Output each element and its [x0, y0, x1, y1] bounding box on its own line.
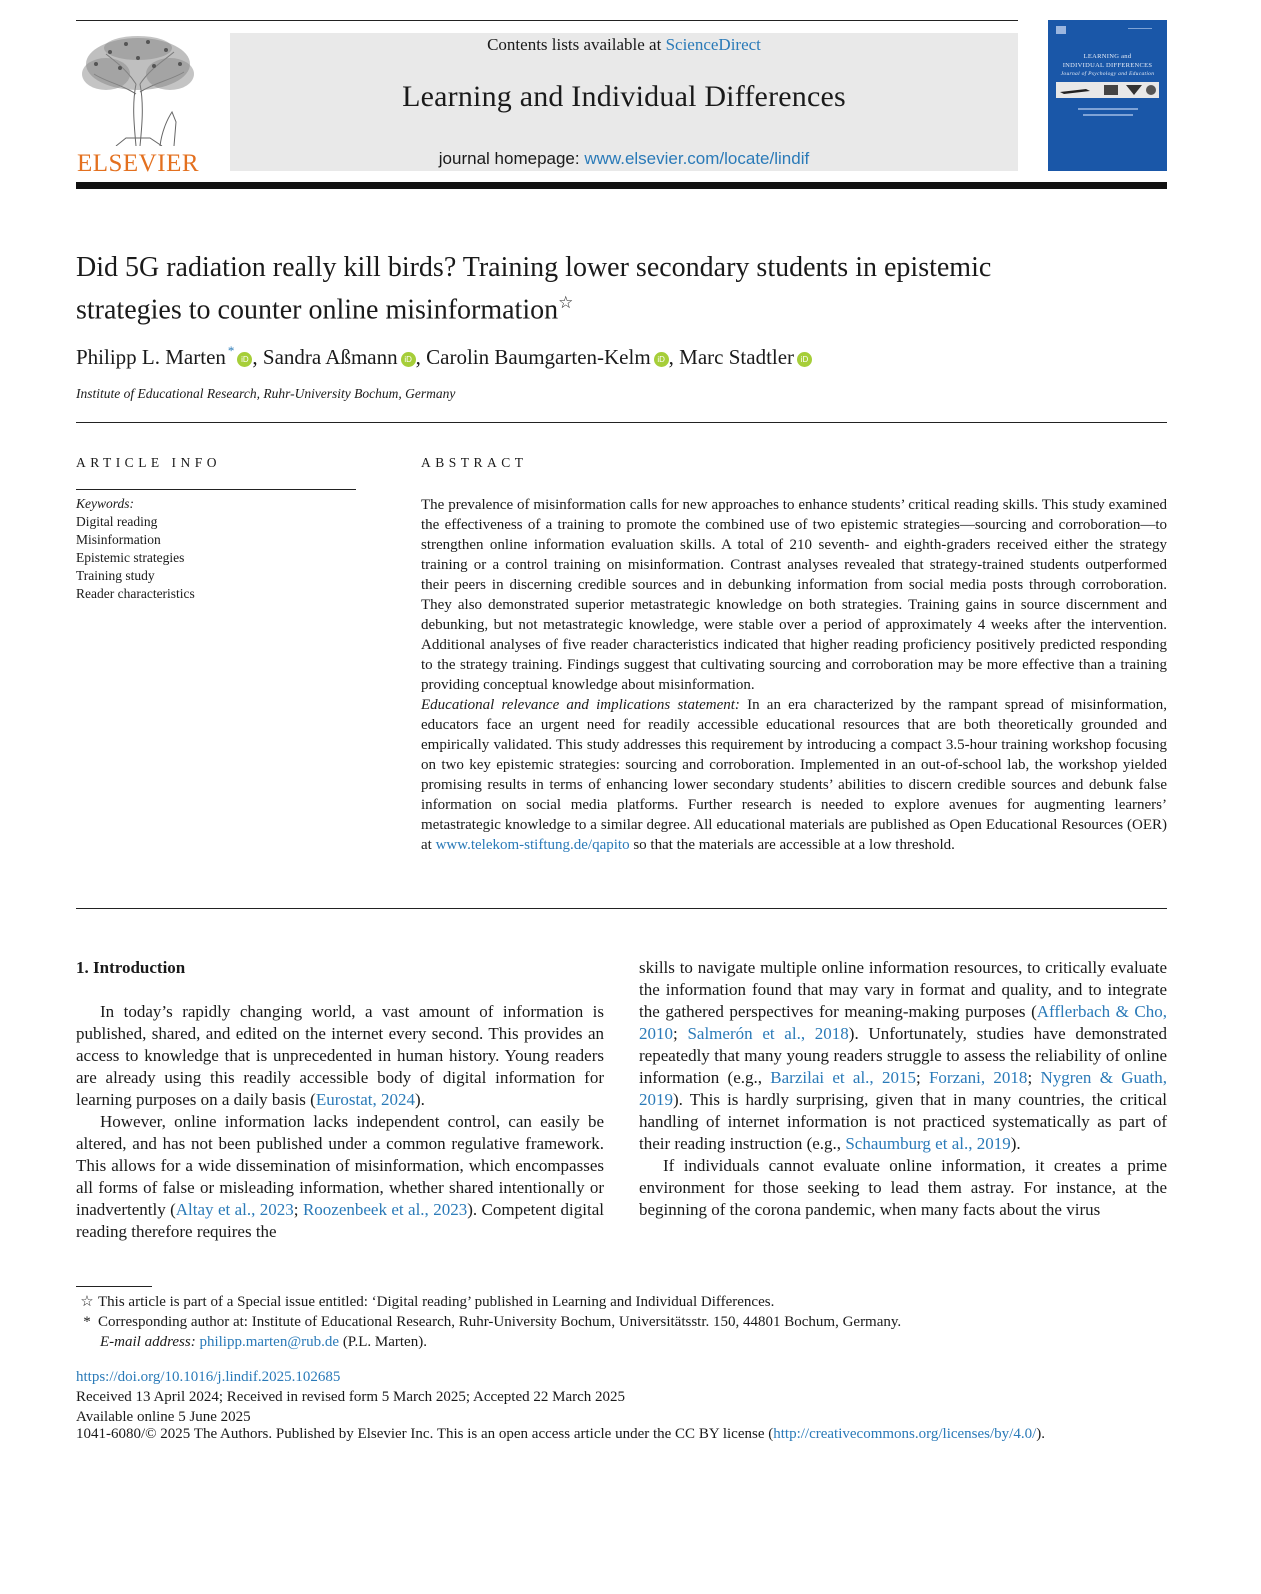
citation-link[interactable]: Afflerbach & Cho, 2010 [639, 1002, 1168, 1043]
footnote-mark: ☆ [80, 1294, 94, 1310]
relevance-statement [421, 695, 1167, 855]
available-online-line: Available online 5 June 2025 [76, 1409, 251, 1425]
citation-link[interactable]: Altay et al., 2023 [175, 1200, 294, 1219]
paragraph-text: In today’s rapidly changing world, a vast amount of information is published, shared, and edited on the internet every second. This provides an access to knowledge that is unprecedented in human history. Young readers are already using this readily accessible body of digital information for learning purposes on a daily basis ( [76, 1002, 604, 1109]
copyright-text: 1041-6080/© 2025 The Authors. Published by Elsevier Inc. This is an open access article under the CC BY license ( [76, 1426, 774, 1442]
affiliation: Institute of Educational Research, Ruhr-University Bochum, Germany [76, 386, 456, 401]
corresponding-author-mark[interactable]: * [227, 343, 235, 358]
keywords-label: Keywords: [76, 496, 134, 511]
paragraph-text: ; [293, 1200, 303, 1219]
citation-link[interactable]: Forzani, 2018 [928, 1068, 1028, 1087]
article-title [76, 250, 1036, 327]
author-name[interactable]: Sandra Aßmann [262, 345, 398, 369]
body-column-left [76, 957, 604, 1243]
abstract-paragraph: The prevalence of misinformation calls for new approaches to enhance students’ critical reading skills. This study examined the effectiveness of a training to promote the combined use of two epistemic strategies—sourcing and corroboration—to strengthen online information evaluation skills. A total of 210 seventh- and eighth-graders received either the strategy training or a control training on misinformation. Contrast analyses revealed that strategy-trained students outperformed their peers in discerning credible sources and in debunking information from social media posts through corroboration. They also demonstrated superior metastrategic knowledge on both strategies. Training gains in source discernment and debunking, but not metastrategic knowledge, were stable over a period of approximately 4 weeks after the intervention. Additional analyses of five reader characteristics indicated that higher reading proficiency positively predicted responding to the strategy training. Findings suggest that cultivating sourcing and corroboration may be more effective than a training providing conceptual knowledge about misinformation. [421, 497, 1167, 693]
paragraph-text: ; [915, 1068, 929, 1087]
paragraph-text: ). This is hardly surprising, given that in many countries, the critical handling of internet information is not practiced systematically as part of their reading instruction (e.g., [639, 1090, 1167, 1153]
sciencedirect-link[interactable]: ScienceDirect [665, 35, 761, 54]
cover-image-strip [1056, 82, 1159, 98]
cover-subtitle: Journal of Psychology and Education [1060, 71, 1155, 77]
orcid-icon[interactable]: iD [654, 352, 669, 367]
paragraph-text: skills to navigate multiple online information resources, to critically evaluate the information found that may vary in format and quality, and to integrate the gathered perspectives for meaning-making purposes ( [639, 958, 1167, 1021]
cover-title-line-1: LEARNING and [1083, 53, 1132, 60]
section-heading-introduction: 1. Introduction [76, 958, 186, 977]
cover-title-line-2: INDIVIDUAL DIFFERENCES [1062, 62, 1153, 69]
homepage-prefix: journal homepage: [438, 149, 585, 168]
journal-banner [230, 33, 1018, 171]
author-list: Philipp L. Marten *iD , Sandra Aßmann iD , Carolin Baumgarten-Kelm iD , Marc Stadtler iD [76, 343, 812, 370]
keyword: Epistemic strategies [76, 550, 185, 565]
author-name[interactable]: Marc Stadtler [679, 345, 795, 369]
citation-link[interactable]: Barzilai et al., 2015 [770, 1068, 916, 1087]
paragraph-text: ). Unfortunately, studies have demonstrated repeatedly that many young readers struggle to assess the reliability of online information (e.g., [639, 1024, 1167, 1087]
title-rule [76, 422, 1167, 423]
cover-issn-line [1128, 28, 1152, 29]
doi-link[interactable]: https://doi.org/10.1016/j.lindif.2025.102685 [76, 1369, 341, 1385]
citation-link[interactable]: Nygren & Guath, 2019 [639, 1068, 1167, 1109]
abstract-body [421, 495, 1167, 855]
elsevier-wordmark: ELSEVIER [76, 150, 200, 177]
keyword: Misinformation [76, 532, 161, 547]
contents-prefix: Contents lists available at [487, 35, 666, 54]
abstract-heading: ABSTRACT [421, 455, 528, 470]
journal-title: Learning and Individual Differences [402, 80, 846, 113]
email-suffix: (P.L. Marten). [339, 1334, 427, 1350]
history-line: Received 13 April 2024; Received in revised form 5 March 2025; Accepted 22 March 2025 [76, 1389, 626, 1405]
footnote-text: This article is part of a Special issue entitled: ‘Digital reading’ published in Learning and Individual Differences. [98, 1294, 775, 1310]
title-footnote-mark[interactable]: ☆ [558, 293, 574, 312]
article-title-text: Did 5G radiation really kill birds? Training lower secondary students in epistemic strategies to counter online misinformation [76, 252, 992, 326]
journal-cover[interactable] [1048, 20, 1167, 171]
paragraph-text: However, online information lacks independent control, can easily be altered, and has not been published under a common regulative framework. This allows for a wide dissemination of misinformation, which encompasses all forms of false or misleading information, whether shared intentionally or inadvertently ( [76, 1112, 604, 1219]
relevance-label: Educational relevance and implications statement: [421, 697, 740, 713]
relevance-end: so that the materials are accessible at a low threshold. [629, 837, 955, 853]
author-name[interactable]: Carolin Baumgarten-Kelm [426, 345, 651, 369]
citation-link[interactable]: Roozenbeek et al., 2023 [302, 1200, 468, 1219]
citation-link[interactable]: Salmerón et al., 2018 [687, 1024, 849, 1043]
oer-link[interactable]: www.telekom-stiftung.de/qapito [435, 837, 630, 853]
cover-publisher-mark [1056, 26, 1066, 34]
body-paragraph [76, 1001, 604, 1111]
doi-line [76, 1367, 340, 1387]
keyword: Training study [76, 568, 155, 583]
footnote-mark: * [83, 1314, 91, 1330]
article-info-heading: ARTICLE INFO [76, 455, 222, 470]
keywords-block [76, 495, 195, 603]
paragraph-text: ). [1010, 1134, 1021, 1153]
keyword: Digital reading [76, 514, 158, 529]
tree-icon [76, 34, 200, 146]
footnote-text: Corresponding author at: Institute of Educational Research, Ruhr-University Bochum, Universitätsstr. 150, 44801 Bochum, Germany. [98, 1314, 902, 1330]
cover-text-line [1083, 114, 1133, 116]
copyright-line [76, 1424, 1045, 1444]
footnote-corresponding-author [76, 1312, 901, 1332]
relevance-text: In an era characterized by the rampant spread of misinformation, educators face an urgent need for readily accessible educational resources that are both theoretically grounded and empirically validated. This study addresses this requirement by introducing a compact 3.5-hour training workshop focusing on two key epistemic strategies: sourcing and corroboration. Implemented in an out-of-school lab, the workshop yielded promising results in terms of enhancing lower secondary students’ abilities to discern credible sources and debunk false information on social media platforms. Further research is needed to explore avenues for augmenting learners’ metastrategic knowledge to a similar degree. All educational materials are published as Open Educational Resources (OER) at [421, 697, 1167, 853]
orcid-icon[interactable]: iD [237, 352, 252, 367]
footnote-rule [76, 1286, 152, 1287]
orcid-icon[interactable]: iD [401, 352, 416, 367]
masthead-rule [76, 182, 1167, 189]
body-paragraph [639, 957, 1167, 1155]
top-rule [76, 20, 1018, 21]
paragraph-text: ; [1027, 1068, 1041, 1087]
contents-line [230, 35, 1018, 55]
cover-title [1048, 52, 1167, 79]
footnote-email [100, 1332, 427, 1352]
citation-link[interactable]: Eurostat, 2024 [315, 1090, 415, 1109]
body-paragraph [76, 1111, 604, 1243]
homepage-link[interactable]: www.elsevier.com/locate/lindif [584, 149, 810, 168]
paragraph-text: ). [415, 1090, 425, 1109]
paragraph-text: ). Competent digital reading therefore requires the [76, 1200, 604, 1241]
elsevier-logo[interactable] [76, 34, 200, 177]
footnote-special-issue [76, 1292, 774, 1312]
body-paragraph: If individuals cannot evaluate online information, it creates a prime environment for those seeking to lead them astray. For instance, at the beginning of the corona pandemic, when many facts about the virus [639, 1156, 1167, 1219]
journal-homepage [230, 149, 1018, 169]
paragraph-text: ; [673, 1024, 688, 1043]
orcid-icon[interactable]: iD [797, 352, 812, 367]
body-column-right [639, 957, 1167, 1221]
keyword: Reader characteristics [76, 586, 195, 601]
article-info-rule [76, 489, 356, 490]
email-link[interactable]: philipp.marten@rub.de [199, 1334, 340, 1350]
author-name[interactable]: Philipp L. Marten [76, 345, 226, 369]
cover-text-line [1078, 108, 1138, 110]
citation-link[interactable]: Schaumburg et al., 2019 [845, 1134, 1011, 1153]
abstract-rule [76, 908, 1167, 909]
copyright-end: ). [1036, 1426, 1046, 1442]
license-link[interactable]: http://creativecommons.org/licenses/by/4.0/ [773, 1426, 1037, 1442]
email-label: E-mail address: [100, 1334, 196, 1350]
